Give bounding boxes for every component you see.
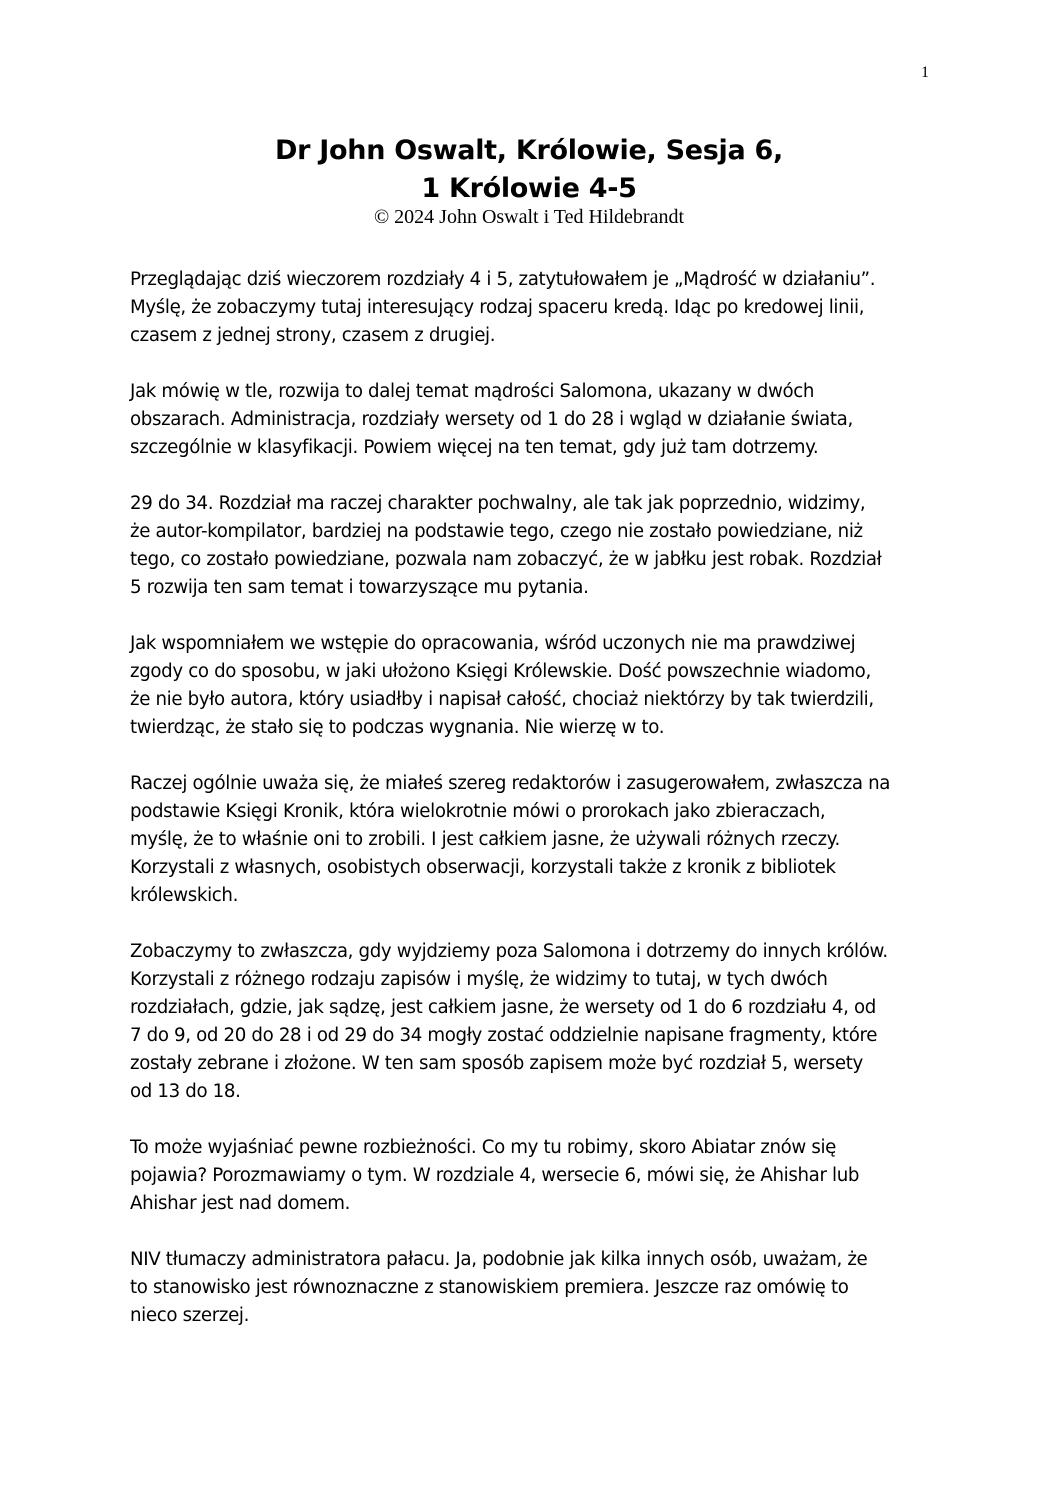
paragraph-6: Zobaczymy to zwłaszcza, gdy wyjdziemy poza Salomona i dotrzemy do innych królów. Korzystali z różnego rodzaju zapisów i myślę, że widzimy to tutaj, w tych dwóch rozdziałach, gdzie, jak sądzę, jest całkiem jasne, że wersety od 1 do 6 rozdziału 4, od 7 do 9, od 20 do 28 i od 29 do 34 mogły zostać oddzielnie napisane fragmenty, które zostały zebrane i złożone. W ten sam sposób zapisem może być rozdział 5, wersety od 13 do 18. <box>130 941 888 1102</box>
document-body <box>130 266 930 1358</box>
paragraph-7: To może wyjaśniać pewne rozbieżności. Co my tu robimy, skoro Abiatar znów się pojawia? Porozmawiamy o tym. W rozdziale 4, wersecie 6, mówi się, że Ahishar lub Ahishar jest nad domem. <box>130 1137 860 1214</box>
document-title-line-1: Dr John Oswalt, Królowie, Sesja 6, <box>275 135 783 166</box>
paragraph-4: Jak wspomniałem we wstępie do opracowania, wśród uczonych nie ma prawdziwej zgody co do sposobu, w jaki ułożono Księgi Królewskie. Dość powszechnie wiadomo, że nie było autora, który usiadłby i napisał całość, chociaż niektórzy by tak twierdzili, twierdząc, że stało się to podczas wygnania. Nie wierzę w to. <box>130 633 874 738</box>
paragraph-5: Raczej ogólnie uważa się, że miałeś szereg redaktorów i zasugerowałem, zwłaszcza na podstawie Księgi Kronik, która wielokrotnie mówi o prorokach jako zbieraczach, myślę, że to właśnie oni to zrobili. I jest całkiem jasne, że używali różnych rzeczy. Korzystali z własnych, osobistych obserwacji, korzystali także z kronik z bibliotek królewskich. <box>130 773 891 906</box>
paragraph-8: NIV tłumaczy administratora pałacu. Ja, podobnie jak kilka innych osób, uważam, że to stanowisko jest równoznaczne z stanowiskiem premiera. Jeszcze raz omówię to nieco szerzej. <box>130 1249 868 1326</box>
page-number: 1 <box>921 64 929 81</box>
paragraph-2: Jak mówię w tle, rozwija to dalej temat mądrości Salomona, ukazany w dwóch obszarach. Administracja, rozdziały wersety od 1 do 28 i wgląd w działanie świata, szczególnie w klasyfikacji. Powiem więcej na ten temat, gdy już tam dotrzemy. <box>130 381 853 458</box>
paragraph-3: 29 do 34. Rozdział ma raczej charakter pochwalny, ale tak jak poprzednio, widzimy, że autor-kompilator, bardziej na podstawie tego, czego nie zostało powiedziane, niż tego, co zostało powiedziane, pozwala nam zobaczyć, że w jabłku jest robak. Rozdział 5 rozwija ten sam temat i towarzyszące mu pytania. <box>130 493 882 598</box>
paragraph-1: Przeglądając dziś wieczorem rozdziały 4 i 5, zatytułowałem je „Mądrość w działaniu”. Myślę, że zobaczymy tutaj interesujący rodzaj spaceru kredą. Idąc po kredowej linii, czasem z jednej strony, czasem z drugiej. <box>130 269 876 346</box>
document-header <box>0 132 1058 230</box>
copyright-notice: © 2024 John Oswalt i Ted Hildebrandt <box>373 206 685 228</box>
document-title-line-2: 1 Królowie 4-5 <box>421 173 637 204</box>
